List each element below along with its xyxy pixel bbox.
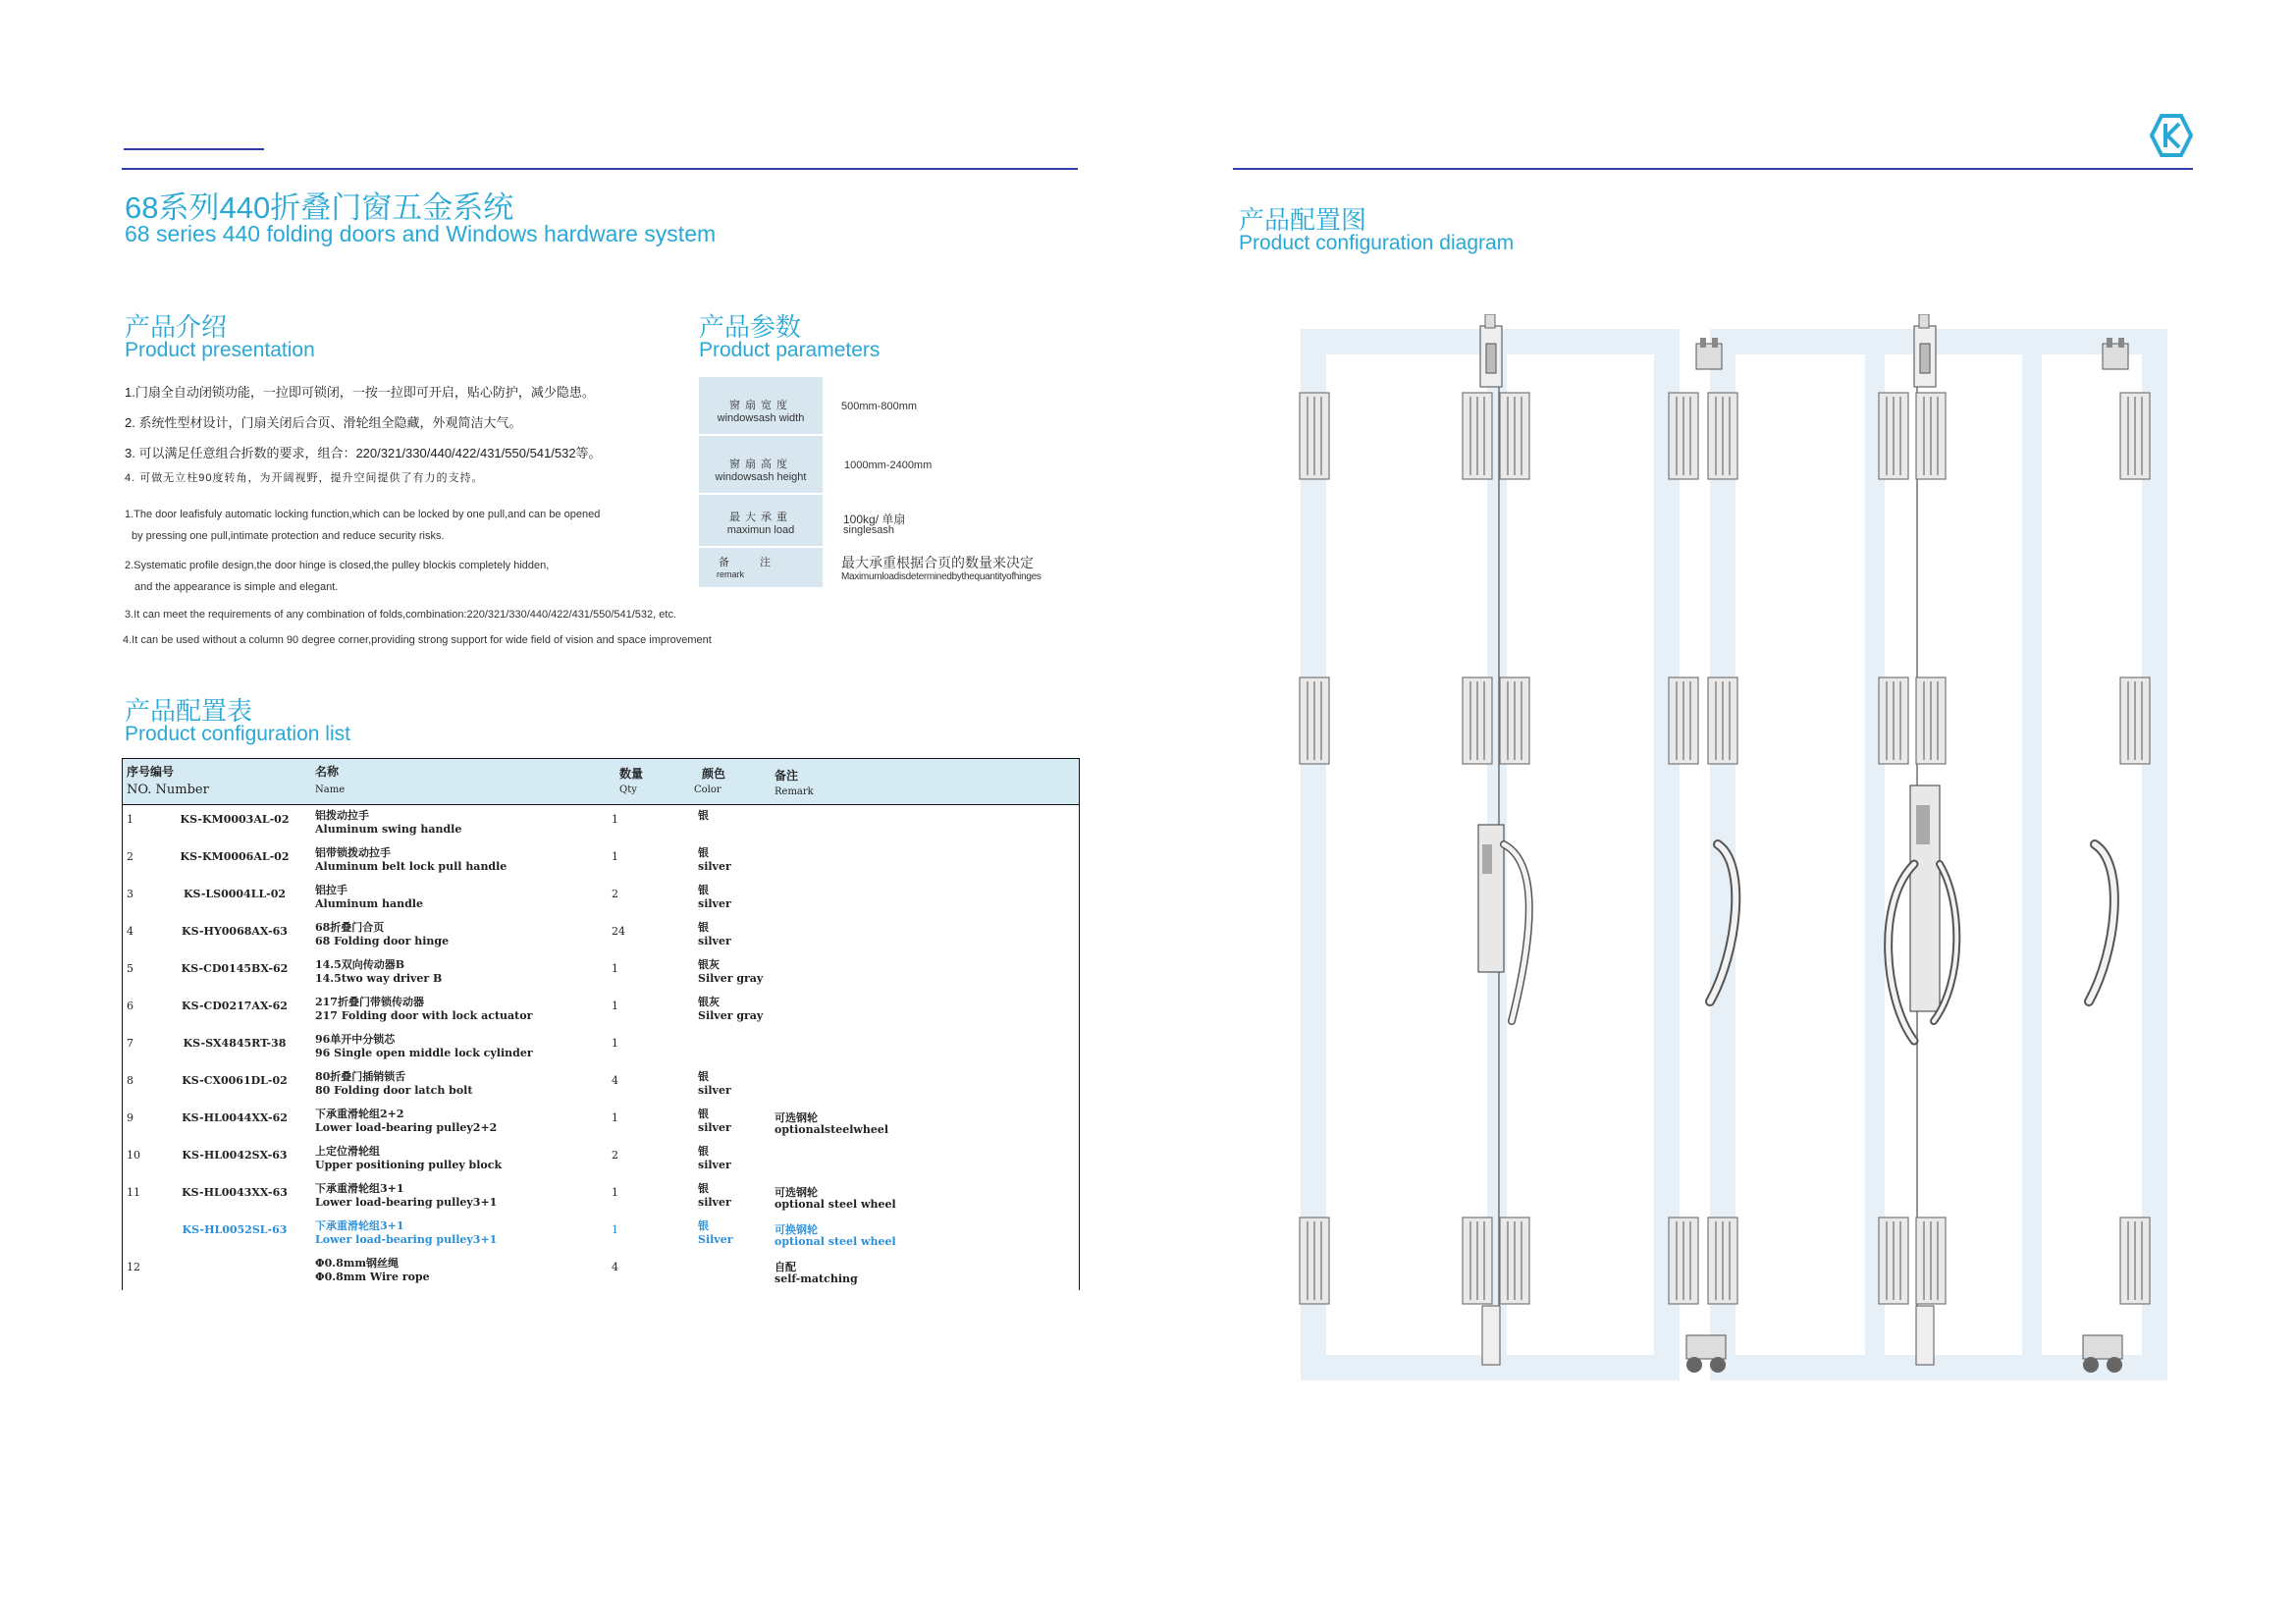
cell-name1: 217折叠门带锁传动器 <box>315 996 424 1008</box>
cell-col1: 银灰 <box>698 996 720 1008</box>
cell-rem1: 可换钢轮 <box>774 1223 818 1236</box>
cell-code: KS-KM0003AL-02 <box>180 813 290 826</box>
cell-rem1: 可选钢轮 <box>774 1111 818 1124</box>
header-no-cn: 序号编号 <box>127 765 175 779</box>
hinge <box>1300 393 1329 479</box>
hinge <box>1463 677 1492 764</box>
cell-code: KS-HY0068AX-63 <box>182 925 288 938</box>
bottom-pulley-left <box>1686 1335 1726 1373</box>
top-actuator-left <box>1480 314 1502 387</box>
table-row <box>123 842 1079 880</box>
cell-n: 11 <box>127 1186 140 1199</box>
cell-name1: Φ0.8mm钢丝绳 <box>315 1257 399 1270</box>
cell-col2: Silver gray <box>698 972 764 985</box>
cell-n: 3 <box>127 888 133 900</box>
cell-code: KS-HL0043XX-63 <box>182 1186 288 1199</box>
cell-code: KS-SX4845RT-38 <box>183 1037 287 1050</box>
cell-code: KS-HL0052SL-63 <box>182 1223 288 1236</box>
header-name-en: Name <box>315 784 346 795</box>
k-hexagon-logo <box>2148 112 2195 159</box>
page-title-cn: 68系列440折叠门窗五金系统 <box>125 190 514 225</box>
presentation-en-item: 4.It can be used without a column 90 degree corner,providing strong support for wide field of vision and space improvement <box>123 634 712 646</box>
cell-name1: 上定位滑轮组 <box>315 1145 380 1158</box>
config-table-header <box>123 758 1079 805</box>
param-value-load: 100kg/ 单扇 <box>843 513 906 526</box>
cell-qty: 2 <box>612 888 618 900</box>
presentation-cn-item: 1.门扇全自动闭锁功能，一拉即可锁闭，一按一拉即可开启，贴心防护，减少隐患。 <box>125 385 595 400</box>
parameters-heading-en: Product parameters <box>699 339 881 361</box>
header-no-en: NO. Number <box>127 783 209 797</box>
hinge <box>1300 677 1329 764</box>
table-row <box>123 880 1079 917</box>
cell-rem2: optionalsteelwheel <box>774 1123 889 1136</box>
cell-n: 7 <box>127 1037 133 1050</box>
presentation-en-item: 1.The door leafisfuly automatic locking function,which can be locked by one pull,and can be opened <box>125 509 601 520</box>
cell-n: 4 <box>127 925 133 938</box>
cell-rem1: 可选钢轮 <box>774 1186 818 1199</box>
hinge <box>1463 1217 1492 1304</box>
cell-qty: 4 <box>612 1074 618 1087</box>
cell-code: KS-CD0217AX-62 <box>182 1000 288 1012</box>
cell-col1: 银 <box>698 1182 709 1195</box>
cell-name2: 14.5two way driver B <box>315 972 443 985</box>
cell-name2: Lower load-bearing pulley3+1 <box>315 1233 498 1246</box>
hinge <box>1500 1217 1529 1304</box>
header-name-cn: 名称 <box>315 765 340 779</box>
cell-name1: 80折叠门插销锁舌 <box>315 1070 406 1083</box>
cell-code: KS-HL0042SX-63 <box>182 1149 288 1162</box>
cell-col1: 银 <box>698 884 709 896</box>
presentation-en-item: by pressing one pull,intimate protection and reduce security risks. <box>132 530 445 542</box>
param-value-width: 500mm-800mm <box>841 401 918 412</box>
cell-name1: 铝带锁拨动拉手 <box>315 846 391 859</box>
cell-name1: 68折叠门合页 <box>315 921 385 934</box>
cell-qty: 1 <box>612 850 618 863</box>
param-label-width: 窗扇宽度 windowsash width <box>699 377 823 434</box>
config-table <box>122 758 1080 1290</box>
hinge <box>1463 393 1492 479</box>
hinge <box>2120 393 2150 479</box>
hinge <box>1879 393 1908 479</box>
diagram-heading-cn: 产品配置图 <box>1239 205 1367 235</box>
cell-n: 12 <box>127 1261 140 1273</box>
cell-code: KS-KM0006AL-02 <box>180 850 290 863</box>
parameters-heading-cn: 产品参数 <box>699 312 802 342</box>
cell-col1: 银 <box>698 846 709 859</box>
page-title-en: 68 series 440 folding doors and Windows hardware system <box>125 221 717 246</box>
presentation-en-item: 3.It can meet the requirements of any combination of folds,combination:220/321/330/440/422/431/550/541/532, etc. <box>125 609 676 621</box>
configuration-diagram-drawing <box>1286 314 2189 1394</box>
cell-col2: silver <box>698 860 731 873</box>
table-row <box>123 917 1079 954</box>
cell-code: KS-HL0044XX-62 <box>182 1111 288 1124</box>
hinge <box>2120 677 2150 764</box>
cell-n: 6 <box>127 1000 133 1012</box>
header-qty-en: Qty <box>619 784 637 795</box>
param-label-load: 最大承重 maximun load <box>699 495 823 546</box>
hinge <box>2120 1217 2150 1304</box>
table-row <box>123 1178 1079 1216</box>
header-remark-cn: 备注 <box>774 769 799 783</box>
cell-qty: 4 <box>612 1261 618 1273</box>
configuration-diagram <box>1286 314 2189 1394</box>
cell-name2: Aluminum handle <box>315 897 423 910</box>
cell-qty: 1 <box>612 1000 618 1012</box>
cell-name1: 铝拨动拉手 <box>315 809 369 822</box>
cell-n: 10 <box>127 1149 140 1162</box>
presentation-cn-item: 2. 系统性型材设计，门扇关闭后合页、滑轮组全隐藏，外观简洁大气。 <box>125 415 522 430</box>
header-qty-cn: 数量 <box>619 767 644 781</box>
presentation-heading-cn: 产品介绍 <box>125 312 228 342</box>
cell-code: KS-CX0061DL-02 <box>182 1074 288 1087</box>
short-top-rule <box>124 148 264 150</box>
cell-name2: 96 Single open middle lock cylinder <box>315 1047 533 1059</box>
bottom-bolt-left <box>1482 1306 1500 1365</box>
cell-qty: 1 <box>612 813 618 826</box>
cell-rem2: self-matching <box>774 1272 858 1285</box>
table-row <box>123 1216 1079 1253</box>
cell-code: KS-LS0004LL-02 <box>183 888 287 900</box>
cell-name1: 下承重滑轮组2+2 <box>315 1108 404 1120</box>
hinge <box>1669 393 1698 479</box>
cell-col2: silver <box>698 1121 731 1134</box>
header-color-cn: 颜色 <box>702 767 726 781</box>
cell-name2: Aluminum swing handle <box>315 823 462 836</box>
param-value-load-unit: singlesash <box>843 524 894 536</box>
pull-handle-right <box>2089 844 2114 1001</box>
hinge <box>1708 1217 1737 1304</box>
cell-n: 1 <box>127 813 133 826</box>
hinge <box>1669 677 1698 764</box>
cell-col1: 银 <box>698 1219 709 1232</box>
cell-name1: 96单开中分锁芯 <box>315 1033 396 1046</box>
table-row <box>123 992 1079 1029</box>
table-row <box>123 954 1079 992</box>
presentation-cn-item: 4. 可做无立柱90度转角，为开阔视野，提升空间提供了有力的支持。 <box>125 472 484 484</box>
presentation-cn-item: 3. 可以满足任意组合折数的要求，组合：220/321/330/440/422/431/550/541/532等。 <box>125 446 602 460</box>
cell-col2: silver <box>698 1159 731 1171</box>
right-header-rule <box>1233 168 2193 170</box>
cell-name1: 下承重滑轮组3+1 <box>315 1219 404 1232</box>
cell-rem2: optional steel wheel <box>774 1198 896 1211</box>
cell-col1: 银 <box>698 809 709 822</box>
hinge <box>1708 677 1737 764</box>
cell-name1: 铝拉手 <box>315 884 347 896</box>
header-color-en: Color <box>694 784 721 795</box>
cell-name2: Φ0.8mm Wire rope <box>315 1271 430 1283</box>
param-value-remark: 最大承重根据合页的数量来决定 <box>841 555 1034 570</box>
hinge <box>1879 1217 1908 1304</box>
k-hexagon-logo-icon <box>2148 112 2195 159</box>
cell-qty: 2 <box>612 1149 618 1162</box>
cell-col2: Silver gray <box>698 1009 764 1022</box>
cell-col2: silver <box>698 1196 731 1209</box>
hinge <box>1916 393 1946 479</box>
table-row <box>123 1029 1079 1066</box>
header-remark-en: Remark <box>774 786 814 797</box>
cell-name2: Lower load-bearing pulley2+2 <box>315 1121 498 1134</box>
hinge <box>1916 677 1946 764</box>
cell-qty: 1 <box>612 962 618 975</box>
cell-col1: 银 <box>698 1108 709 1120</box>
cell-n: 8 <box>127 1074 133 1087</box>
cell-col2: silver <box>698 1084 731 1097</box>
hinge <box>1708 393 1737 479</box>
lock-handle-right <box>1889 785 1957 1041</box>
top-actuator-right <box>1914 314 1936 387</box>
cell-qty: 1 <box>612 1037 618 1050</box>
table-row <box>123 1066 1079 1104</box>
hinge <box>1916 1217 1946 1304</box>
hinge <box>1669 1217 1698 1304</box>
config-table-body <box>123 805 1079 1290</box>
cell-code: KS-CD0145BX-62 <box>181 962 289 975</box>
cell-col2: silver <box>698 897 731 910</box>
hinge <box>1300 1217 1329 1304</box>
param-label-height: 窗扇高度 windowsash height <box>699 436 823 493</box>
cell-qty: 1 <box>612 1223 618 1236</box>
cell-name1: 14.5双向传动器B <box>315 958 405 971</box>
cell-n: 5 <box>127 962 133 975</box>
hinge <box>1500 677 1529 764</box>
param-value-remark-en: Maximumloadisdeterminedbythequantityofhinges <box>841 571 1041 582</box>
bottom-bolt-right <box>1916 1306 1934 1365</box>
config-heading-en: Product configuration list <box>125 723 350 745</box>
cell-name1: 下承重滑轮组3+1 <box>315 1182 404 1195</box>
presentation-heading-en: Product presentation <box>125 339 315 361</box>
cell-name2: 80 Folding door latch bolt <box>315 1084 473 1097</box>
cell-col1: 银 <box>698 1070 709 1083</box>
cell-qty: 24 <box>612 925 625 938</box>
param-label-remark: 备 注 remark <box>699 548 823 587</box>
presentation-en-item: 2.Systematic profile design,the door hinge is closed,the pulley blockis completely hidden, <box>125 560 550 571</box>
config-heading-cn: 产品配置表 <box>125 696 253 726</box>
cell-name2: Aluminum belt lock pull handle <box>315 860 507 873</box>
cell-rem2: optional steel wheel <box>774 1235 896 1248</box>
table-row <box>123 1104 1079 1141</box>
table-row <box>123 805 1079 842</box>
cell-rem1: 自配 <box>774 1261 796 1273</box>
cell-n: 9 <box>127 1111 133 1124</box>
hinge <box>1500 393 1529 479</box>
cell-col2: Silver <box>698 1233 733 1246</box>
cell-name2: 217 Folding door with lock actuator <box>315 1009 533 1022</box>
cell-col1: 银 <box>698 1145 709 1158</box>
table-row <box>123 1253 1079 1290</box>
hinge <box>1879 677 1908 764</box>
param-value-height: 1000mm-2400mm <box>844 460 933 471</box>
cell-qty: 1 <box>612 1111 618 1124</box>
cell-col2: silver <box>698 935 731 947</box>
table-row <box>123 1141 1079 1178</box>
cell-col1: 银灰 <box>698 958 720 971</box>
cell-qty: 1 <box>612 1186 618 1199</box>
diagram-heading-en: Product configuration diagram <box>1239 232 1515 254</box>
presentation-en-item: and the appearance is simple and elegant. <box>134 581 339 593</box>
cell-n: 2 <box>127 850 133 863</box>
left-header-rule <box>122 168 1078 170</box>
cell-col1: 银 <box>698 921 709 934</box>
cell-name2: Lower load-bearing pulley3+1 <box>315 1196 498 1209</box>
cell-name2: Upper positioning pulley block <box>315 1159 503 1171</box>
cell-name2: 68 Folding door hinge <box>315 935 450 947</box>
